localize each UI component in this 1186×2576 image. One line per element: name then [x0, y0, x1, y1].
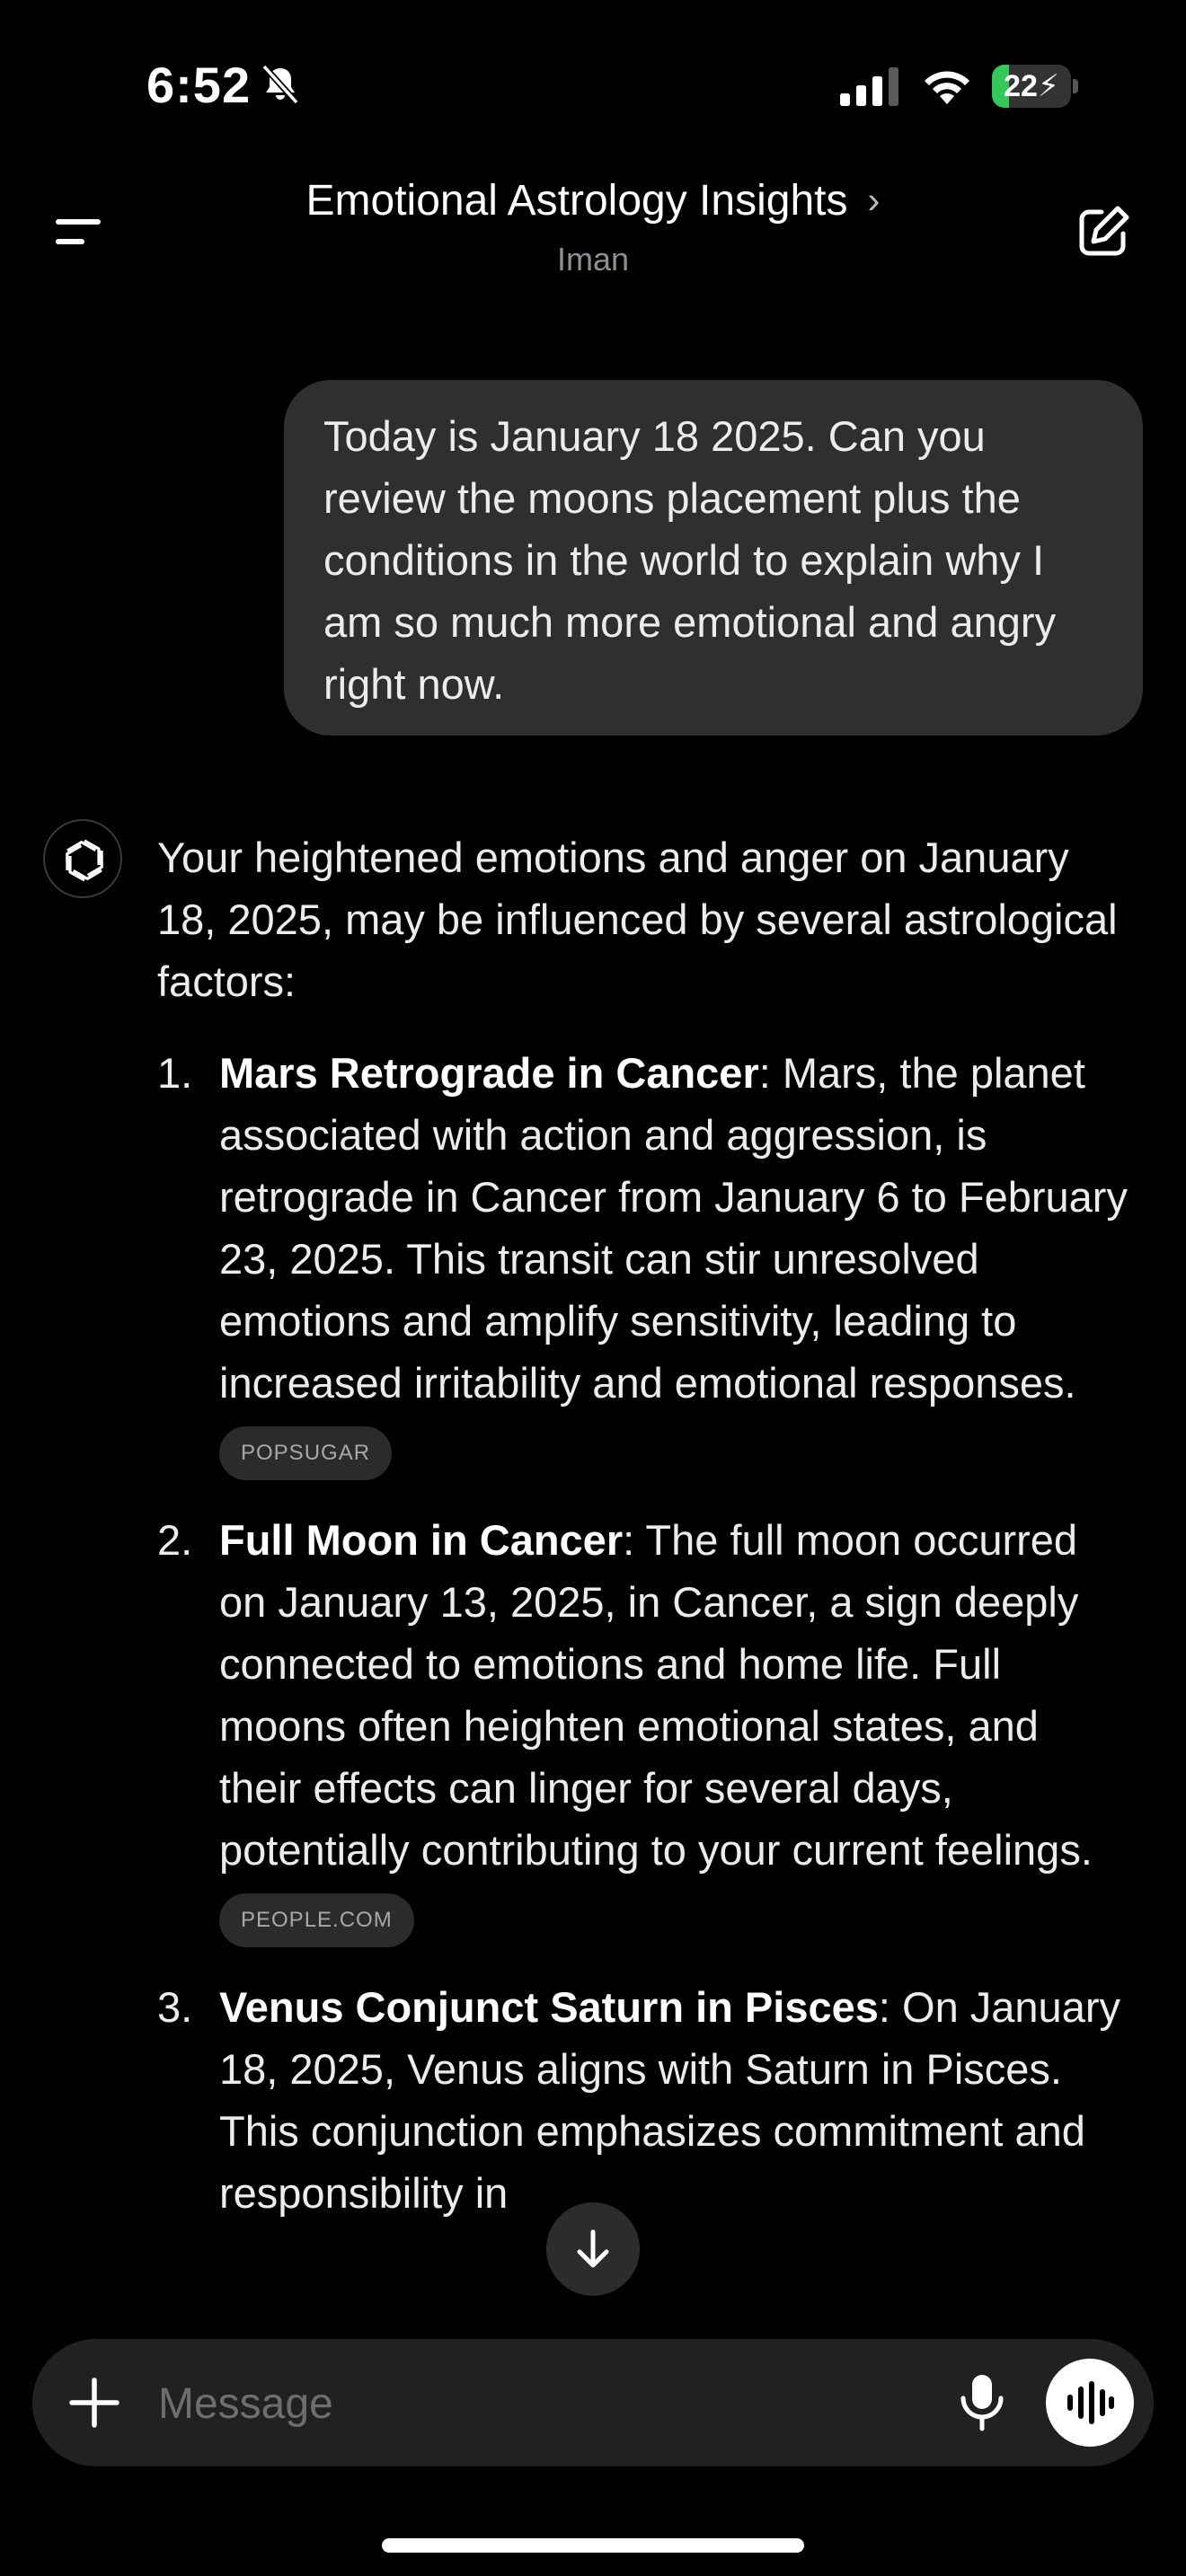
chat-title-button[interactable]	[0, 176, 1186, 225]
user-message-bubble	[284, 380, 1143, 736]
message-input[interactable]	[156, 2371, 951, 2436]
home-indicator	[382, 2538, 804, 2553]
bolt-icon: ⚡	[1037, 69, 1059, 103]
battery-cap	[1073, 79, 1078, 93]
plus-icon[interactable]	[68, 2377, 120, 2429]
scroll-down-button[interactable]	[546, 2202, 640, 2296]
list-item-title: Full Moon in Cancer	[219, 1516, 624, 1564]
answer-list	[157, 1042, 1128, 2253]
list-item	[157, 1509, 1128, 1947]
openai-logo-icon	[59, 835, 110, 886]
assistant-intro: Your heightened emotions and anger on January 18, 2025, may be influenced by several astrological factors:	[157, 834, 1118, 1005]
source-chip-people[interactable]: PEOPLE.COM	[219, 1893, 414, 1947]
battery-body	[992, 65, 1071, 108]
list-item-number: 2.	[157, 1516, 193, 1564]
wifi-icon	[921, 65, 973, 106]
list-item	[157, 1976, 1128, 2224]
source-chip-popsugar[interactable]: POPSUGAR	[219, 1426, 392, 1480]
chat-subtitle: Iman	[556, 241, 630, 278]
bell-slash-icon	[259, 63, 302, 106]
chat-title: Emotional Astrology Insights	[305, 177, 848, 225]
microphone-icon[interactable]	[958, 2373, 1006, 2432]
voice-mode-button[interactable]	[1046, 2359, 1134, 2447]
status-time: 6:52	[146, 57, 252, 113]
user-message-text: Today is January 18 2025. Can you review the moons placement plus the conditions in the world to explain why I am so much more emotional and angry right now.	[323, 412, 1057, 708]
assistant-avatar	[43, 819, 122, 898]
list-item-body: : The full moon occurred on January 13, 2025, in Cancer, a sign deeply connected to emotions and home life. Full moons often heighten emotional states, and their effects can linger for several days, potentially contributing to your current feelings.	[219, 1516, 1093, 1874]
arrow-down-icon	[571, 2227, 615, 2272]
battery-level	[992, 65, 1071, 108]
battery-indicator	[992, 65, 1078, 108]
new-chat-icon[interactable]	[1075, 203, 1132, 260]
battery-level-text: 22	[1004, 69, 1038, 103]
status-bar	[0, 0, 1186, 171]
list-item	[157, 1042, 1128, 1480]
chevron-right-icon: ›	[867, 179, 881, 221]
waveform-icon	[1066, 2380, 1114, 2425]
list-item-number: 1.	[157, 1049, 193, 1097]
list-item-number: 3.	[157, 1983, 193, 2031]
message-composer	[32, 2339, 1154, 2466]
list-item-title: Mars Retrograde in Cancer	[219, 1049, 759, 1097]
list-item-body: : Mars, the planet associated with action and aggression, is retrograde in Cancer from January 6 to February 23, 2025. This transit can stir unresolved emotions and amplify sensitivity, leading to increased irritability and emotional responses.	[219, 1049, 1128, 1407]
cellular-signal-icon	[838, 66, 901, 106]
list-item-title: Venus Conjunct Saturn in Pisces	[219, 1983, 879, 2031]
list-item-body: : On January 18, 2025, Venus aligns with Saturn in Pisces. This conjunction emphasizes commitment and responsibility in	[219, 1983, 1120, 2217]
